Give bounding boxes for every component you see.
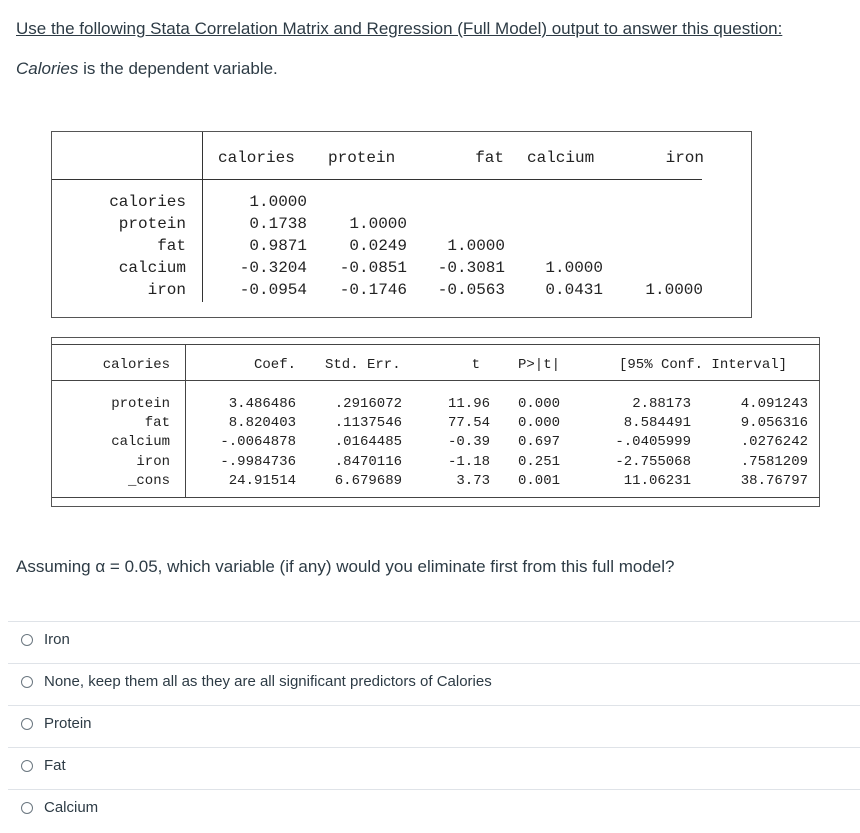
corr-row-label: protein [118, 215, 186, 233]
option-divider [8, 789, 860, 790]
corr-cell: 1.0000 [545, 259, 603, 277]
corr-cell: 1.0000 [447, 237, 505, 255]
corr-cell: -0.0563 [437, 281, 505, 299]
option-divider [8, 705, 860, 706]
reg-col-header: [95% Conf. Interval] [619, 357, 788, 373]
option-divider [8, 663, 860, 664]
radio-button[interactable] [21, 760, 33, 772]
option-label[interactable]: Calcium [44, 799, 99, 816]
reg-cell-se: .0164485 [334, 434, 402, 450]
reg-cell-t: -1.18 [447, 454, 490, 470]
reg-cell-p: 0.697 [518, 434, 561, 450]
corr-cell: 1.0000 [645, 281, 703, 299]
reg-col-header: Coef. [253, 357, 296, 373]
reg-cell-t: 3.73 [456, 473, 490, 489]
corr-cell: 0.9871 [249, 237, 307, 255]
corr-cell: -0.0954 [239, 281, 307, 299]
option-label[interactable]: None, keep them all as they are all significant predictors of Calories [44, 673, 492, 690]
row-label-rule [185, 344, 186, 497]
reg-row-label: fat [144, 415, 170, 431]
corr-row-label: fat [157, 237, 186, 255]
option-label[interactable]: Iron [44, 631, 70, 648]
question-text: Assuming α = 0.05, which variable (if any) would you eliminate first from this full model? [16, 557, 675, 576]
corr-col-header: calories [218, 149, 295, 167]
corr-row-label: calories [109, 193, 186, 211]
reg-cell-ci-high: .0276242 [740, 434, 808, 450]
reg-col-header: Std. Err. [325, 357, 401, 373]
corr-cell: -0.3081 [437, 259, 505, 277]
reg-cell-ci-high: 9.056316 [740, 415, 808, 431]
reg-cell-t: 11.96 [447, 396, 490, 412]
reg-cell-p: 0.000 [518, 396, 561, 412]
reg-cell-t: -0.39 [447, 434, 490, 450]
reg-cell-ci-low: 8.584491 [623, 415, 691, 431]
option-divider [8, 747, 860, 748]
reg-cell-ci-high: 38.76797 [740, 473, 808, 489]
radio-button[interactable] [21, 718, 33, 730]
reg-cell-se: .1137546 [334, 415, 402, 431]
reg-cell-ci-low: -2.755068 [615, 454, 691, 470]
corr-cell: -0.3204 [239, 259, 307, 277]
instructions-line: Use the following Stata Correlation Matrix and Regression (Full Model) output to answer this question: [16, 19, 783, 38]
corr-col-header: fat [475, 149, 504, 167]
reg-cell-coef: -.9984736 [220, 454, 296, 470]
radio-button[interactable] [21, 676, 33, 688]
reg-cell-coef: 24.91514 [228, 473, 296, 489]
reg-cell-ci-high: .7581209 [740, 454, 808, 470]
corr-col-header: calcium [527, 149, 595, 167]
reg-cell-ci-low: 11.06231 [623, 473, 691, 489]
answer-option[interactable] [0, 789, 860, 830]
regression-table [51, 337, 820, 507]
corr-col-header: iron [665, 149, 704, 167]
reg-cell-se: .8470116 [334, 454, 402, 470]
correlation-matrix [51, 131, 752, 318]
corr-cell: -0.0851 [339, 259, 407, 277]
reg-row-label: _cons [127, 473, 170, 489]
corr-cell: 0.1738 [249, 215, 307, 233]
reg-cell-coef: 8.820403 [228, 415, 296, 431]
reg-cell-ci-high: 4.091243 [740, 396, 808, 412]
radio-button[interactable] [21, 802, 33, 814]
corr-cell: 1.0000 [249, 193, 307, 211]
corr-cell: 0.0249 [349, 237, 407, 255]
corr-cell: -0.1746 [339, 281, 407, 299]
reg-cell-se: .2916072 [334, 396, 402, 412]
reg-col-header: P>|t| [518, 357, 561, 373]
reg-cell-p: 0.000 [518, 415, 561, 431]
option-divider [8, 621, 860, 622]
option-label[interactable]: Fat [44, 757, 66, 774]
corr-col-header: protein [328, 149, 396, 167]
reg-row-label: calcium [111, 434, 170, 450]
header-rule [52, 179, 702, 180]
answer-option[interactable] [0, 663, 860, 704]
radio-button[interactable] [21, 634, 33, 646]
dependent-variable-label: calories [102, 357, 170, 373]
answer-option[interactable] [0, 705, 860, 746]
reg-row-label: iron [136, 454, 170, 470]
reg-cell-ci-low: -.0405999 [615, 434, 691, 450]
corr-cell: 1.0000 [349, 215, 407, 233]
reg-row-label: protein [111, 396, 170, 412]
bottom-rule [52, 497, 820, 498]
option-label[interactable]: Protein [44, 715, 92, 732]
reg-cell-coef: -.0064878 [220, 434, 296, 450]
top-rule [52, 344, 820, 345]
corr-row-label: iron [147, 281, 186, 299]
corr-cell: 0.0431 [545, 281, 603, 299]
reg-cell-p: 0.251 [518, 454, 561, 470]
reg-cell-coef: 3.486486 [228, 396, 296, 412]
dependent-variable-note: Calories is the dependent variable. [16, 59, 278, 78]
reg-cell-p: 0.001 [518, 473, 561, 489]
answer-option[interactable] [0, 621, 860, 662]
row-label-rule [202, 132, 203, 302]
header-rule [52, 380, 820, 381]
corr-row-label: calcium [118, 259, 186, 277]
reg-cell-ci-low: 2.88173 [632, 396, 691, 412]
reg-cell-se: 6.679689 [334, 473, 402, 489]
reg-cell-t: 77.54 [447, 415, 490, 431]
answer-option[interactable] [0, 747, 860, 788]
reg-col-header: t [471, 357, 480, 373]
